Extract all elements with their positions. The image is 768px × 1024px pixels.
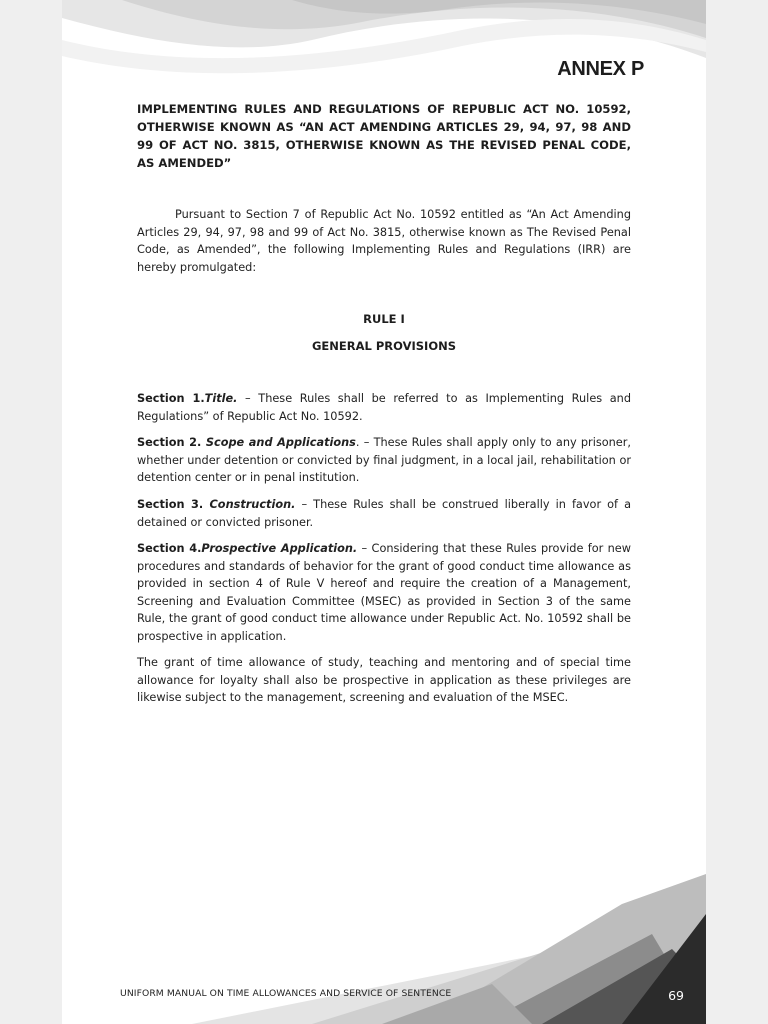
section-2 xyxy=(137,434,631,487)
document-title: IMPLEMENTING RULES AND REGULATIONS OF REPUBLIC ACT NO. 10592, OTHERWISE KNOWN AS “AN ACT AMENDING ARTICLES 29, 94, 97, 98 AND 99 OF ACT NO. 3815, OTHERWISE KNOWN AS THE REVISED PENAL CODE, AS AMENDED” xyxy=(137,102,631,170)
footer-manual-title: UNIFORM MANUAL ON TIME ALLOWANCES AND SERVICE OF SENTENCE xyxy=(120,988,452,999)
section-label: Section 4. xyxy=(137,542,202,555)
section-1 xyxy=(137,390,631,425)
page-number: 69 xyxy=(668,988,684,1003)
section-label: Section 3. xyxy=(137,498,204,511)
rule-number: RULE I xyxy=(363,312,405,326)
intro-paragraph: Pursuant to Section 7 of Republic Act No. 10592 entitled as “An Act Amending Articles 29, 94, 97, 98 and 99 of Act No. 3815, otherwise known as The Revised Penal Code, as Amended”, the following Implementing Rules and Regulations (IRR) are hereby promulgated: xyxy=(137,208,631,274)
section-4 xyxy=(137,540,631,645)
section-heading: Construction. xyxy=(203,498,296,511)
section-heading: Prospective Application. xyxy=(201,542,358,555)
section-text: . – These Rules shall apply only to any prisoner, whether under detention or convicted by final judgment, in a local jail, rehabilitation or detention center or in penal institution. xyxy=(137,436,631,484)
section-heading: Scope and Applications xyxy=(201,436,356,449)
document-page xyxy=(62,0,706,1024)
annex-label: ANNEX P xyxy=(557,58,644,80)
footer-triangle-decoration xyxy=(62,874,706,1024)
section-3 xyxy=(137,496,631,531)
header-swoosh-decoration xyxy=(62,0,706,110)
rule-name: GENERAL PROVISIONS xyxy=(311,339,457,353)
section-text: – These Rules shall be construed liberally in favor of a detained or convicted prisoner. xyxy=(137,498,631,529)
section-text: – These Rules shall be referred to as Implementing Rules and Regulations” of Republic Act No. 10592. xyxy=(137,392,631,423)
closing-paragraph: The grant of time allowance of study, teaching and mentoring and of special time allowance for loyalty shall also be prospective in application as these privileges are likewise subject to the management, screening and evaluation of the MSEC. xyxy=(137,656,631,704)
section-heading: Title. xyxy=(204,392,238,405)
section-label: Section 1. xyxy=(137,392,205,405)
section-text: – Considering that these Rules provide for new procedures and standards of behavior for the grant of good conduct time allowance as provided in section 4 of Rule V hereof and require the creation of a Management, Screening and Evaluation Committee (MSEC) as provided in Section 3 of the same Rule, the grant of good conduct time allowance under Republic Act. No. 10592 shall be prospective in application. xyxy=(137,542,631,643)
section-label: Section 2. xyxy=(137,436,202,449)
